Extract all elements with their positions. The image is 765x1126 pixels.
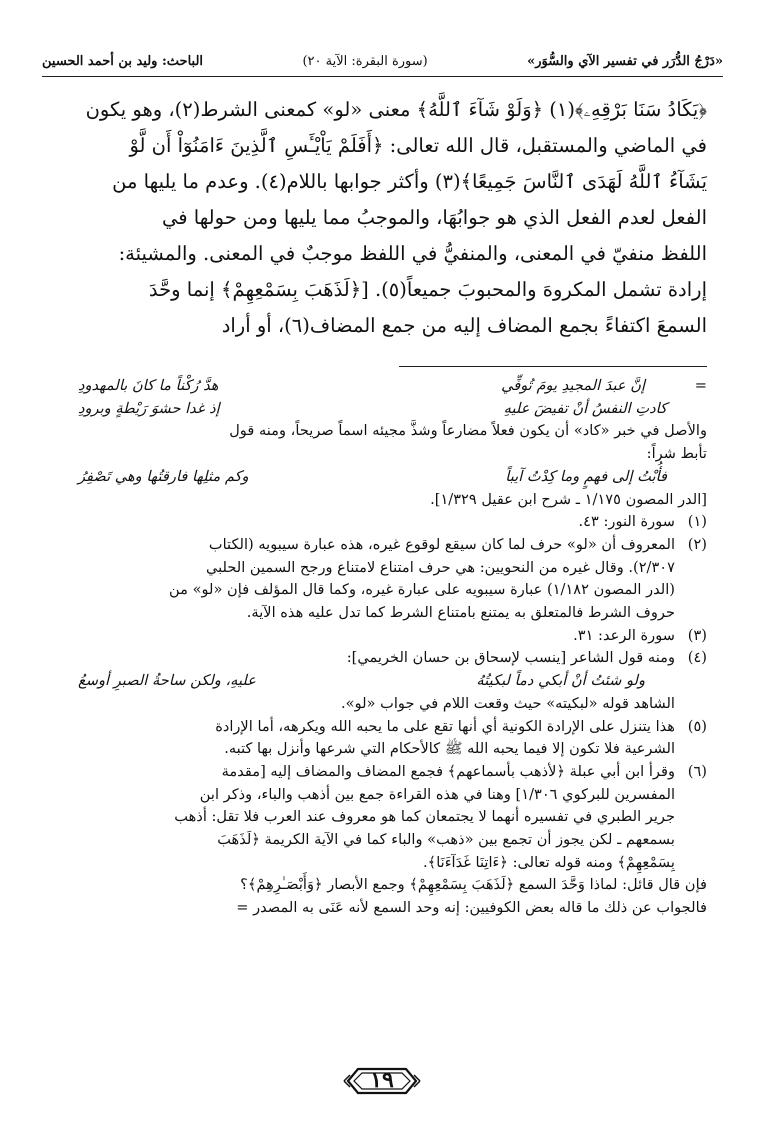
footnote-text: (الدر المصون ١/١٨٢) عبارة سيبويه على عبارة غيره، وكما قال المؤلف فإن «لو» من	[169, 581, 675, 599]
main-line: الفعل لعدم الفعل الذي هو جوابُهَا، والموجبُ مما يليها ومن حولها في	[161, 206, 707, 229]
footnote-text: الشاهد قوله «لبكيته» حيث وقعت اللام في جواب «لو».	[341, 694, 675, 712]
footnote-2	[58, 534, 707, 625]
main-line: اللفظ منفيّ في المعنى، والمنفيُّ في اللفظ موجبٌ في المعنى. والمشيئة:	[118, 242, 707, 265]
footnote-text: بِسَمْعِهِمْ﴾ ومنه قوله تعالى: ﴿ءَاتِنَا غَدَآءَنَا﴾.	[423, 853, 675, 871]
footnote-text: ومنه قول الشاعر [ينسب لإسحاق بن حسان الخريمي]:	[346, 649, 675, 667]
main-line: ﴿يَكَادُ سَنَا بَرْقِهِۦ﴾(١) ﴿وَلَوْ شَآءَ ٱللَّهُ﴾ معنى «لو» كمعنى الشرط(٢)، وهو يكون	[85, 98, 707, 121]
page-number-ornament	[342, 1061, 422, 1101]
footnote-divider	[399, 366, 707, 367]
footnote-text: وقرأ ابن أبي عبلة ﴿لأذهب بأسماعهم﴾ فجمع المضاف والمضاف إليه [مقدمة	[221, 762, 675, 780]
footnote-number: (٥)	[687, 717, 707, 735]
continuation-mark: =	[694, 377, 707, 394]
footnote-text: حروف الشرط فالمتعلق به يمتنع بامتناع الشرط كما تدل عليه هذه الآية.	[246, 604, 675, 622]
poetry-line	[58, 398, 707, 421]
footnote-text: المفسرين للبركوي ١/٣٠٦] وهنا في هذه القراءة جمع بين أذهب والباء، وذكر ابن	[199, 785, 675, 803]
hemistich: إنَّ عبدَ المجيدِ يومَ تُوفِّي	[501, 377, 645, 394]
footnotes	[58, 375, 707, 920]
hemistich: ولو شئتُ أنْ أبكي دماً لبكيتُهُ	[476, 672, 645, 690]
footnote-6	[58, 761, 707, 875]
footnote-source: [الدر المصون ١/١٧٥ ـ شرح ابن عقيل ١/٣٢٩].	[430, 490, 707, 508]
poetry-line	[58, 375, 675, 398]
footnote-number: (٣)	[687, 626, 707, 644]
footnote-text: تأبط شراً:	[646, 445, 707, 463]
footnote-text: هذا يتنزل على الإرادة الكونية أي أنها تقع على ما يحبه الله ويكرهه، أما الإرادة	[215, 717, 675, 735]
header-surah-ref: (سورة البقرة: الآية ٢٠)	[302, 53, 428, 69]
footnote-1	[58, 511, 707, 534]
footnote-text: سورة الرعد: ٣١.	[573, 626, 675, 644]
footnote-number: (٤)	[687, 649, 707, 667]
hemistich: عليهِ، ولكن ساحةُ الصبرِ أوسعُ	[78, 672, 256, 690]
hemistich: كادتِ النفسُ أنْ تفيضَ عليهِ	[503, 399, 667, 417]
footnote-5	[58, 716, 707, 761]
main-line: السمعَ اكتفاءً بجمع المضاف إليه من جمع المضاف(٦)، أو أراد	[221, 314, 707, 337]
hemistich: هدَّ رُكْناً ما كانَ بالمهدودِ	[78, 377, 219, 394]
header-rule	[42, 76, 723, 77]
page-number: ١٩	[370, 1067, 394, 1093]
poetry-line	[58, 466, 707, 489]
footnote-text: سورة النور: ٤٣.	[578, 513, 675, 531]
footnote-number: (٦)	[687, 762, 707, 780]
header-book-title: «دَرْجُ الدُّرَر في تفسير الآي والسُّوَر»	[527, 53, 723, 69]
footnote-text: الشرعية فلا تكون إلا فيما يحبه الله ﷺ كالأحكام التي شرعها وأنزل بها كتبه.	[224, 740, 675, 758]
hemistich: فأُبْتُ إلى فهمٍ وما كِدْتُ آيباً	[505, 467, 667, 485]
footnote-text: فالجواب عن ذلك ما قاله بعض الكوفيين: إنه وحد السمع لأنه عَنَى به المصدر =	[236, 899, 707, 917]
footnote-number: (٢)	[687, 535, 707, 553]
footnote-continuation	[58, 375, 707, 398]
footnote-4	[58, 647, 707, 715]
footnote-text: والأصل في خبر «كاد» أن يكون فعلاً مضارعاً وشذَّ مجيئه اسماً صريحاً، ومنه قول	[229, 422, 707, 440]
footnote-text: المعروف أن «لو» حرف لما كان سيقع لوقوع غيره، هذه عبارة سيبويه (الكتاب	[208, 535, 675, 553]
main-line: إرادة تشمل المكروهَ والمحبوبَ جميعاً(٥). [﴿لَذَهَبَ بِسَمْعِهِمْ﴾ إنما وحَّدَ	[148, 278, 707, 301]
footnote-number: (١)	[687, 513, 707, 531]
main-text	[58, 92, 707, 344]
footnote-text: بسمعهم ـ لكن يجوز أن تجمع بين «ذهب» والباء كما في الآية الكريمة ﴿لَذَهَبَ	[217, 831, 675, 849]
footnote-text: جرير الطبري في تفسيره أنهما لا يجتمعان كما هو معروف عند العرب فلا تقل: أذهب	[174, 808, 675, 826]
hemistich: وكم مثلِها فارقتُها وهي تَصْفِرُ	[78, 467, 249, 485]
main-line: في الماضي والمستقبل، قال الله تعالى: ﴿أَفَلَمْ يَاْيْـَٔسِ ٱلَّذِينَ ءَامَنُوٓاْ أَن لَّوْ	[129, 134, 707, 157]
running-header	[42, 48, 723, 74]
header-author: الباحث: وليد بن أحمد الحسين	[42, 53, 204, 69]
poetry-line	[58, 670, 675, 693]
footnote-text: فإن قال قائل: لماذا وَحَّدَ السمع ﴿لَذَهَبَ بِسَمْعِهِمْ﴾ وجمع الأبصار ﴿وَأَبْصَـٰرِهِمْ﴾؟	[240, 876, 707, 894]
main-line: يَشَآءُ ٱللَّهُ لَهَدَى ٱلنَّاسَ جَمِيعًا﴾(٣) وأكثر جوابها باللام(٤). وعدم ما يليها من	[112, 170, 707, 193]
hemistich: إذ غدا حشوَ رَيْطةٍ وبرودِ	[78, 399, 220, 417]
footnote-3	[58, 625, 707, 648]
footnote-text: ٢/٣٠٧). وقال غيره من النحويين: هي حرف امتناع لامتناع ورجح السمين الحلبي	[205, 558, 675, 576]
